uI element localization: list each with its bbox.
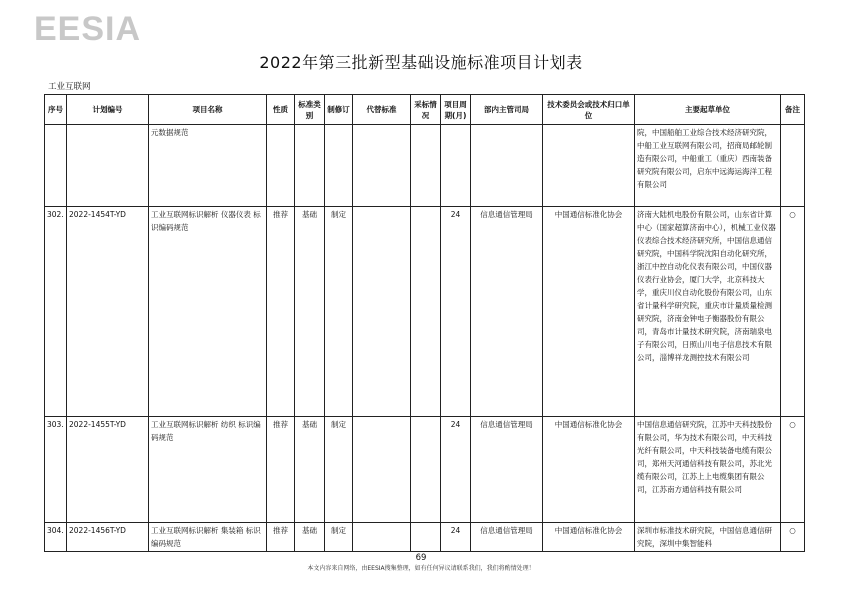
cell-tc: 中国通信标准化协会 (543, 523, 635, 552)
table-row (45, 417, 805, 523)
cell-category: 基础 (295, 207, 325, 417)
cell-project-name: 元数据规范 (149, 125, 267, 207)
cell-dept: 信息通信管理局 (471, 207, 543, 417)
cell-tc: 中国通信标准化协会 (543, 417, 635, 523)
cell-period (441, 125, 471, 207)
cell-adopt (411, 125, 441, 207)
cell-project-name: 工业互联网标识解析 集装箱 标识编码规范 (149, 523, 267, 552)
cell-period: 24 (441, 523, 471, 552)
header-period: 项目周期(月) (441, 95, 471, 125)
cell-note (781, 125, 805, 207)
cell-drafter: 院，中国船舶工业综合技术经济研究院，中船工业互联网有限公司，招商局邮轮制造有限公司，中船重工（重庆）西南装备研究院有限公司，启东中远海运海洋工程有限公司 (635, 125, 781, 207)
cell-revise: 制定 (325, 207, 353, 417)
cell-period: 24 (441, 417, 471, 523)
header-tc: 技术委员会或技术归口单位 (543, 95, 635, 125)
header-adopt: 采标情况 (411, 95, 441, 125)
footer-disclaimer: 本文内容来自网络，由EESIA搜集整理，如有任何异议请联系我们，我们将酌情处理！ (307, 565, 535, 572)
cell-replace (353, 125, 411, 207)
cell-seq: 304. (45, 523, 67, 552)
header-note: 备注 (781, 95, 805, 125)
header-replace: 代替标准 (353, 95, 411, 125)
header-category: 标准类别 (295, 95, 325, 125)
cell-plan-no: 2022-1455T-YD (67, 417, 149, 523)
cell-revise: 制定 (325, 523, 353, 552)
header-dept: 部内主管司局 (471, 95, 543, 125)
header-revise: 制修订 (325, 95, 353, 125)
cell-revise: 制定 (325, 417, 353, 523)
cell-adopt (411, 523, 441, 552)
section-label: 工业互联网 (48, 82, 91, 92)
cell-drafter: 济南大陆机电股份有限公司，山东省计算中心（国家超算济南中心），机械工业仪器仪表综合技术经济研究所，中国信息通信研究院，中国科学院沈阳自动化研究所，浙江中控自动化仪表有限公司，中国仪器仪表行业协会，厦门大学，北京科技大学，重庆川仪自动化股份有限公司，山东省计量科学研究院，重庆市计量质量检测研究院，济南金钟电子衡器股份有限公司，青岛市计量技术研究院，济南瑞泉电子有限公司，日照山川电子信息技术有限公司，淄博祥龙测控技术有限公司 (635, 207, 781, 417)
cell-tc: 中国通信标准化协会 (543, 207, 635, 417)
cell-period: 24 (441, 207, 471, 417)
cell-plan-no: 2022-1454T-YD (67, 207, 149, 417)
cell-project-name: 工业互联网标识解析 仪器仪表 标识编码规范 (149, 207, 267, 417)
cell-adopt (411, 207, 441, 417)
cell-adopt (411, 417, 441, 523)
cell-dept: 信息通信管理局 (471, 523, 543, 552)
cell-revise (325, 125, 353, 207)
cell-dept: 信息通信管理局 (471, 417, 543, 523)
cell-nature (267, 125, 295, 207)
cell-drafter: 深圳市标准技术研究院，中国信息通信研究院，深圳中集智能科 (635, 523, 781, 552)
cell-dept (471, 125, 543, 207)
eesia-logo: EESIA (34, 10, 142, 48)
header-project-name: 项目名称 (149, 95, 267, 125)
cell-replace (353, 523, 411, 552)
cell-nature: 推荐 (267, 523, 295, 552)
cell-replace (353, 417, 411, 523)
standards-table (44, 94, 805, 552)
cell-nature: 推荐 (267, 417, 295, 523)
header-plan-no: 计划编号 (67, 95, 149, 125)
cell-category: 基础 (295, 417, 325, 523)
cell-seq: 303. (45, 417, 67, 523)
cell-plan-no: 2022-1456T-YD (67, 523, 149, 552)
header-nature: 性质 (267, 95, 295, 125)
cell-note: ○ (781, 207, 805, 417)
page-number: 69 (415, 553, 427, 563)
cell-category: 基础 (295, 523, 325, 552)
page-title: 2022年第三批新型基础设施标准项目计划表 (259, 53, 583, 72)
cell-drafter: 中国信息通信研究院，江苏中天科技股份有限公司，华为技术有限公司，中天科技光纤有限公司，中天科技装备电缆有限公司，郑州天河通信科技有限公司，苏北光缆有限公司，江苏上上电缆集团有限公司，江苏南方通信科技有限公司 (635, 417, 781, 523)
cell-seq: 302. (45, 207, 67, 417)
table-row (45, 523, 805, 552)
cell-note: ○ (781, 523, 805, 552)
cell-plan-no (67, 125, 149, 207)
cell-project-name: 工业互联网标识解析 纺织 标识编码规范 (149, 417, 267, 523)
cell-replace (353, 207, 411, 417)
cell-seq (45, 125, 67, 207)
header-seq: 序号 (45, 95, 67, 125)
cell-nature: 推荐 (267, 207, 295, 417)
cell-note: ○ (781, 417, 805, 523)
cell-category (295, 125, 325, 207)
table-row (45, 125, 805, 207)
header-drafter: 主要起草单位 (635, 95, 781, 125)
table-row (45, 207, 805, 417)
cell-tc (543, 125, 635, 207)
